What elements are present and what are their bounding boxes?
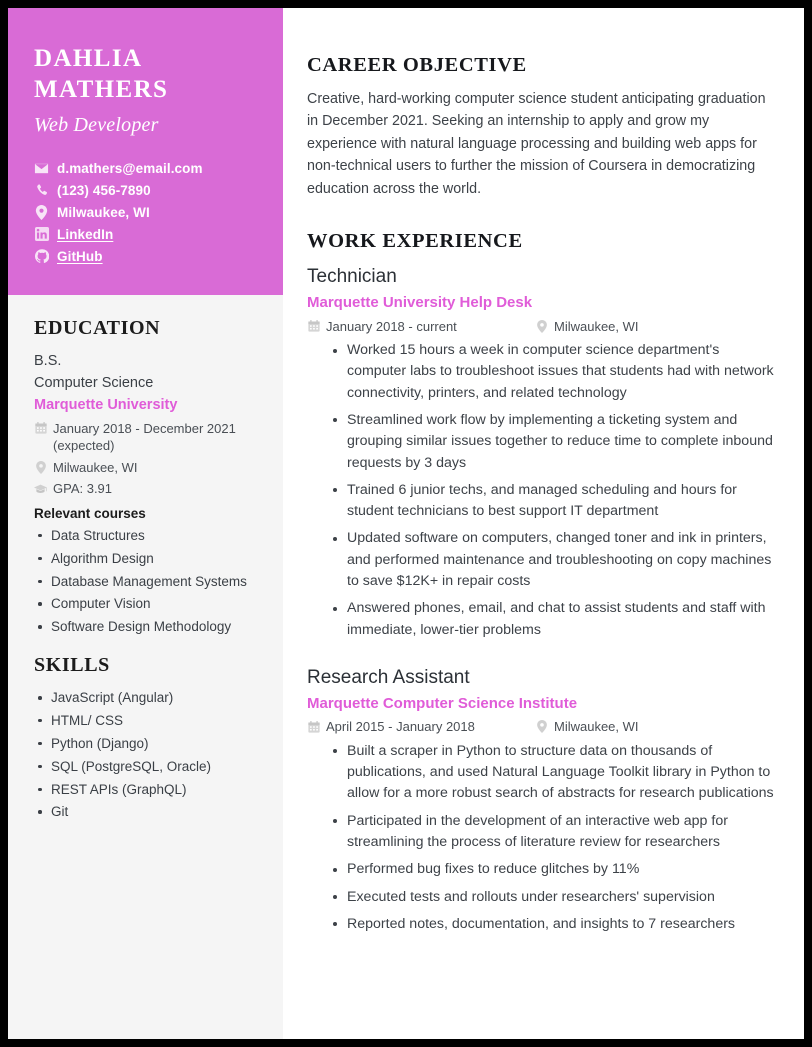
skills-list (34, 687, 257, 823)
contact-location-label: Milwaukee, WI (57, 204, 150, 220)
list-item: Git (34, 801, 257, 823)
resume-page (8, 8, 804, 1039)
job-dates (307, 718, 535, 736)
skills-heading: SKILLS (34, 654, 110, 677)
list-item: Executed tests and rollouts under researchers' supervision (331, 887, 778, 908)
list-item: Answered phones, email, and chat to assist students and staff with immediate, lower-tier problems (331, 598, 778, 641)
contact-phone (34, 183, 257, 198)
education-major: Computer Science (34, 374, 154, 391)
work-experience-heading: WORK EXPERIENCE (307, 230, 523, 253)
job-role: Technician (307, 266, 397, 288)
job-location (535, 718, 639, 736)
list-item: Worked 15 hours a week in computer science department's computer labs to troubleshoot issues that students had with network connectivity, printers, and related technology (331, 340, 778, 404)
location-pin-icon (34, 205, 49, 220)
job-location (535, 318, 639, 336)
list-item: Software Design Methodology (34, 616, 257, 638)
list-item: JavaScript (Angular) (34, 687, 257, 709)
list-item: Reported notes, documentation, and insights to 7 researchers (331, 914, 778, 935)
envelope-icon (34, 161, 49, 176)
calendar-icon (307, 319, 320, 334)
contact-github-label[interactable]: GitHub (57, 248, 103, 264)
list-item: Participated in the development of an interactive web app for streamlining the process of literature review for researchers (331, 811, 778, 854)
education-heading: EDUCATION (34, 316, 161, 339)
main-column (283, 8, 804, 1039)
career-objective-heading: CAREER OBJECTIVE (307, 54, 527, 76)
contact-email (34, 161, 257, 176)
section-spacer (307, 200, 778, 230)
list-item: Streamlined work flow by implementing a ticketing system and grouping similar issues together to reduce time to complete inbound requests by 3 days (331, 410, 778, 474)
job-bullet-list (331, 741, 778, 935)
github-icon (34, 249, 49, 264)
contact-linkedin-label[interactable]: LinkedIn (57, 226, 114, 242)
list-item: Computer Vision (34, 593, 257, 615)
job-meta (307, 718, 778, 736)
career-objective-text: Creative, hard-working computer science student anticipating graduation in December 2021. Seeking an internship to apply and grow my experience with natural language processing and building web apps for non-technical users to further the mission of Coursera in democratizing education across the world. (307, 91, 766, 197)
education-school: Marquette University (34, 397, 178, 414)
list-item: Updated software on computers, changed toner and ink in printers, and performed maintenance and troubleshooting on copy machines to save $12K+ in repair costs (331, 528, 778, 592)
contact-phone-label: (123) 456-7890 (57, 182, 151, 198)
job-role: Research Assistant (307, 666, 470, 688)
calendar-icon (34, 421, 47, 436)
candidate-job-title: Web Developer (34, 113, 159, 136)
sidebar (8, 8, 283, 1039)
education-degree: B.S. (34, 352, 62, 369)
education-gpa (34, 480, 257, 498)
job-company: Marquette University Help Desk (307, 293, 533, 311)
job-location-label: Milwaukee, WI (554, 719, 639, 735)
work-experience-entry (307, 264, 778, 641)
linkedin-icon (34, 227, 49, 242)
job-dates (307, 318, 535, 336)
job-bullet-list (331, 340, 778, 641)
job-spacer (307, 647, 778, 665)
candidate-first-name: DAHLIA (34, 45, 143, 72)
education-dates-label: January 2018 - December 2021 (expected) (53, 420, 236, 454)
relevant-courses-list (34, 525, 257, 638)
location-pin-icon (34, 460, 47, 475)
list-item: Database Management Systems (34, 571, 257, 593)
graduation-cap-icon (34, 481, 47, 496)
sidebar-body (8, 295, 283, 1040)
education-location-label: Milwaukee, WI (53, 459, 138, 475)
education-dates (34, 420, 257, 455)
contact-linkedin[interactable] (34, 227, 257, 242)
list-item: Data Structures (34, 525, 257, 547)
location-pin-icon (535, 319, 548, 334)
sidebar-header (8, 8, 283, 295)
list-item: SQL (PostgreSQL, Oracle) (34, 756, 257, 778)
list-item: Python (Django) (34, 733, 257, 755)
education-gpa-label: GPA: 3.91 (53, 481, 113, 497)
list-item: Performed bug fixes to reduce glitches by 11% (331, 859, 778, 880)
list-item: Built a scraper in Python to structure data on thousands of publications, and used Natural Language Toolkit library in Python to allow for a more robust search of abstracts for research publications (331, 741, 778, 805)
contact-github[interactable] (34, 249, 257, 264)
education-location (34, 459, 257, 477)
calendar-icon (307, 719, 320, 734)
contact-location (34, 205, 257, 220)
contact-list (34, 161, 257, 264)
relevant-courses-label: Relevant courses (34, 505, 146, 521)
list-item: REST APIs (GraphQL) (34, 779, 257, 801)
candidate-last-name: MATHERS (34, 75, 169, 103)
location-pin-icon (535, 719, 548, 734)
list-item: Trained 6 junior techs, and managed scheduling and hours for student technicians to best support IT department (331, 480, 778, 523)
job-dates-label: January 2018 - current (326, 318, 457, 334)
job-dates-label: April 2015 - January 2018 (326, 719, 475, 735)
list-item: Algorithm Design (34, 548, 257, 570)
job-meta (307, 318, 778, 336)
job-location-label: Milwaukee, WI (554, 318, 639, 334)
phone-icon (34, 183, 49, 198)
work-experience-entry (307, 665, 778, 935)
contact-email-label: d.mathers@email.com (57, 160, 203, 176)
list-item: HTML/ CSS (34, 710, 257, 732)
job-company: Marquette Computer Science Institute (307, 694, 578, 712)
